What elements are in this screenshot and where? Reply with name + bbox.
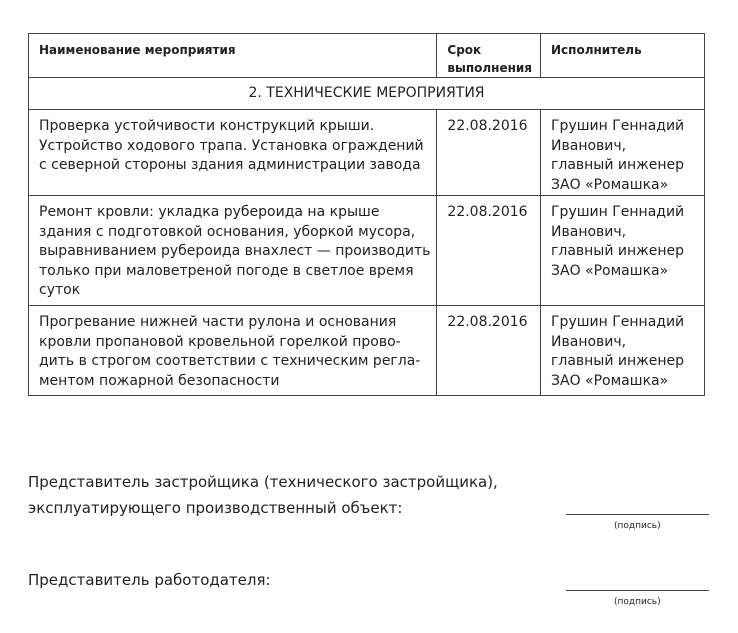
table-row bbox=[29, 110, 705, 196]
executor-cell bbox=[541, 196, 705, 306]
measures-table bbox=[28, 33, 705, 396]
measure-text-line: выравниванием рубероида внахлест — производить bbox=[39, 243, 431, 259]
developer-rep-line: эксплуатирующего производственный объект: bbox=[28, 499, 403, 517]
executor-text-line: Грушин Геннадий bbox=[551, 314, 685, 330]
measure-name-cell bbox=[29, 110, 437, 196]
developer-representative-caption bbox=[28, 469, 498, 521]
measure-text-line: Ремонт кровли: укладка рубероида на крыше bbox=[39, 204, 380, 220]
measure-text-line: здания с подготовкой основания, уборкой мусора, bbox=[39, 223, 416, 240]
measure-text-line: ментом пожарной безопасности bbox=[39, 372, 280, 389]
employer-representative-caption: Представитель работодателя: bbox=[28, 571, 271, 589]
developer-signature-label: (подпись) bbox=[614, 521, 661, 531]
executor-text-line: главный инженер bbox=[551, 157, 685, 173]
table-header-row bbox=[29, 34, 705, 78]
executor-text-line: ЗАО «Ромашка» bbox=[551, 176, 669, 193]
executor-cell bbox=[541, 306, 705, 396]
executor-text-line: главный инженер bbox=[551, 353, 685, 369]
table-row bbox=[29, 306, 705, 396]
executor-text-line: ЗАО «Ромашка» bbox=[551, 262, 669, 279]
measure-text-line: суток bbox=[39, 282, 81, 298]
deadline-cell: 22.08.2016 bbox=[437, 196, 541, 306]
employer-signature-line bbox=[566, 590, 709, 591]
header-deadline bbox=[437, 34, 541, 78]
measure-text-line: Устройство ходового трапа. Установка ограждений bbox=[39, 137, 424, 154]
executor-text-line: Грушин Геннадий bbox=[551, 118, 685, 134]
table-row bbox=[29, 196, 705, 306]
measure-text-line: дить в строгом соответствии с техническим регла- bbox=[39, 353, 421, 369]
executor-text-line: Грушин Геннадий bbox=[551, 204, 685, 220]
deadline-cell: 22.08.2016 bbox=[437, 110, 541, 196]
developer-rep-line: Представитель застройщика (технического застройщика), bbox=[28, 473, 498, 491]
measure-text-line: Прогревание нижней части рулона и основания bbox=[39, 314, 397, 330]
measure-text-line: кровли пропановой кровельной горелкой прово- bbox=[39, 333, 401, 350]
employer-signature-label: (подпись) bbox=[614, 597, 661, 607]
measure-name-cell bbox=[29, 196, 437, 306]
header-measure-name: Наименование мероприятия bbox=[29, 34, 437, 78]
measure-name-cell bbox=[29, 306, 437, 396]
header-deadline-line1: Срок bbox=[447, 43, 482, 57]
executor-text-line: Иванович, bbox=[551, 137, 627, 154]
developer-signature-line bbox=[566, 514, 709, 515]
measure-text-line: только при маловетреной погоде в светлое время bbox=[39, 262, 414, 279]
deadline-cell: 22.08.2016 bbox=[437, 306, 541, 396]
header-deadline-line2: выполнения bbox=[447, 61, 533, 75]
executor-text-line: Иванович, bbox=[551, 333, 627, 350]
executor-text-line: главный инженер bbox=[551, 243, 685, 259]
measure-text-line: с северной стороны здания администрации завода bbox=[39, 157, 421, 173]
executor-text-line: Иванович, bbox=[551, 223, 627, 240]
measure-text-line: Проверка устойчивости конструкций крыши. bbox=[39, 118, 375, 134]
section-title: 2. ТЕХНИЧЕСКИЕ МЕРОПРИЯТИЯ bbox=[29, 78, 705, 110]
section-row bbox=[29, 78, 705, 110]
header-executor: Исполнитель bbox=[541, 34, 705, 78]
executor-text-line: ЗАО «Ромашка» bbox=[551, 372, 669, 389]
executor-cell bbox=[541, 110, 705, 196]
